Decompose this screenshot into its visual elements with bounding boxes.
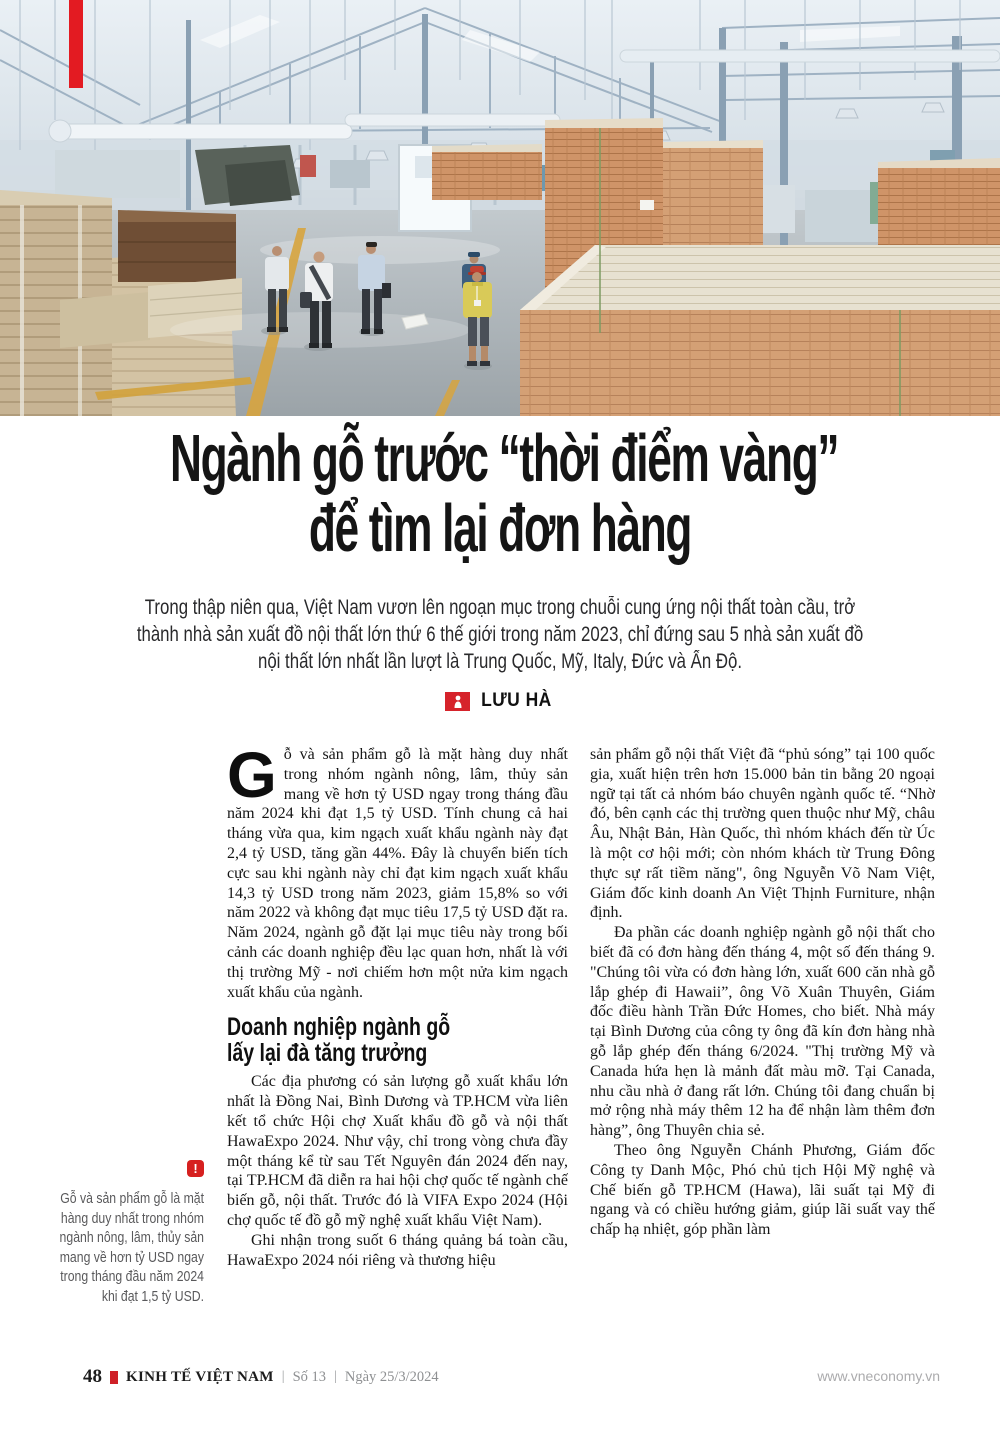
issue-date: Ngày 25/3/2024 <box>344 1368 439 1385</box>
website-url: www.vneconomy.vn <box>817 1368 940 1384</box>
magazine-name: KINH TẾ VIỆT NAM <box>126 1368 274 1385</box>
footer-separator: | <box>281 1369 285 1384</box>
pull-quote <box>52 1160 204 1306</box>
paragraph: Đa phần các doanh nghiệp ngành gỗ nội thất cho biết đã có đơn hàng đến tháng 4, một số đến tháng 9. "Chúng tôi vừa có đơn hàng lớn, xuất 600 căn nhà gỗ lắp ghép đi Hawaii”, ông Võ Xuân Thuyên, Giám đốc điều hành Trần Đức Homes, cho biết. Nhà máy tại Bình Dương của công ty ông đã kín đơn hàng nhà gỗ lắp ghép đến tháng 6/2024. "Thị trường Mỹ và Canada hứa hẹn là mảnh đất màu mỡ. Tại Canada, nhu cầu nhà ở đang rất lớn. Chúng tôi đang chuẩn bị mở rộng nhà máy thêm 12 ha để nhận làm thêm đơn hàng”, ông Thuyên chia sẻ. <box>590 924 935 1140</box>
article-lede <box>0 594 1000 675</box>
factory-photo <box>0 0 1000 416</box>
issue-number: Số 13 <box>292 1368 327 1385</box>
footer-left <box>83 1366 439 1388</box>
paragraph-text: ỗ và sản phẩm gỗ là mặt hàng duy nhất trong nhóm ngành nông, lâm, thủy sản mang về hơn tỷ USD ngay trong tháng đầu năm 2024 khi đạt 1,5 tỷ USD. Tính chung cả hai tháng vừa qua, kim ngạch xuất khẩu ngành này đạt 2,4 tỷ USD, tăng gần 44%. Đây là chuyển biến tích cực sau khi ngành này chỉ đạt kim ngạch xuất khẩu 14,3 tỷ USD trong năm 2023, giảm 15,8% so với năm 2022 và không đạt mục tiêu 17,5 tỷ USD đặt ra. Năm 2024, ngành gỗ đặt lại mục tiêu này trong bối cảnh các doanh nghiệp đều lạc quan hơn, nhất là với thị trường Mỹ - nơi chiếm hơn một nửa kim ngạch xuất khẩu của ngành. <box>227 746 568 1001</box>
footer-brand-square <box>110 1371 118 1384</box>
author-icon <box>445 692 470 711</box>
body-column-right <box>590 745 935 1345</box>
body-column-left <box>227 745 568 1345</box>
headline-line-1: Ngành gỗ trước “thời điểm vàng” <box>170 421 839 496</box>
page-footer <box>0 1366 1000 1394</box>
paragraph <box>227 745 568 1002</box>
paragraph: Các địa phương có sản lượng gỗ xuất khẩu lớn nhất là Đồng Nai, Bình Dương và TP.HCM vừa liên kết tổ chức Hội chợ Xuất khẩu đồ gỗ và nội thất HawaExpo 2024. Như vậy, chỉ trong vòng chưa đầy một tháng kể từ sau Tết Nguyên đán 2024 đến nay, tại TP.HCM đã diễn ra hai hội chợ quốc tế ngành chế biến gỗ, nội thất. Trước đó là VIFA Expo 2024 (Hội chợ quốc tế đồ gỗ mỹ nghệ xuất khẩu Việt Nam). <box>227 1073 568 1229</box>
paragraph: Ghi nhận trong suốt 6 tháng quảng bá toàn cầu, HawaExpo 2024 nói riêng và thương hiệu <box>227 1231 568 1269</box>
byline <box>0 690 1000 712</box>
section-subheading <box>227 1014 568 1066</box>
paragraph: sản phẩm gỗ nội thất Việt đã “phủ sóng” tại 100 quốc gia, xuất hiện trên hơn 15.000 bản tin bằng 20 ngoại ngữ tại tất cả nhóm báo chuyên ngành quốc tế. “Nhờ đó, bên cạnh các thị trường quen thuộc như Mỹ, châu Âu, Nhật Bản, Hàn Quốc, thì nhóm khách đến từ Úc là một cơ hội mới; còn nhóm khách từ Trung Đông thực sự rất tiềm năng", ông Nguyễn Võ Nam Việt, Giám đốc kinh doanh An Việt Thịnh Furniture, nhận định. <box>590 746 935 922</box>
paragraph: Theo ông Nguyễn Chánh Phương, Giám đốc Công ty Danh Mộc, Phó chủ tịch Hội Mỹ nghệ và Chế biến gỗ TP.HCM (Hawa), lãi suất tại Mỹ đi ngang và có chiều hướng giảm, giúp lãi suất vay thế chấp hạ nhiệt, góp phần làm <box>590 1141 935 1239</box>
headline-line-2: để tìm lại đơn hàng <box>308 491 692 566</box>
alert-icon: ! <box>187 1160 204 1177</box>
subheading-line-2: lấy lại đà tăng trưởng <box>227 1039 428 1068</box>
page-number: 48 <box>83 1366 102 1387</box>
article-headline <box>0 421 1000 566</box>
subheading-line-1: Doanh nghiệp ngành gỗ <box>227 1013 451 1042</box>
pull-quote-text: Gỗ và sản phẩm gỗ là mặt hàng duy nhất trong nhóm ngành nông, lâm, thủy sản mang về hơn tỷ USD ngay trong tháng đầu năm 2024 khi đạt 1,5 tỷ USD. <box>59 1190 205 1305</box>
drop-cap: G <box>227 745 277 811</box>
footer-separator: | <box>334 1369 337 1384</box>
red-accent-bar <box>69 0 83 88</box>
author-name: LƯU HÀ <box>481 690 552 711</box>
lede-line-3: nội thất lớn nhất lần lượt là Trung Quốc, Mỹ, Italy, Đức và Ấn Độ. <box>257 650 743 673</box>
lede-line-2: thành nhà sản xuất đồ nội thất lớn thứ 6 thế giới trong năm 2023, chỉ đứng sau 5 nhà sản xuất đồ <box>136 623 864 646</box>
lede-line-1: Trong thập niên qua, Việt Nam vươn lên ngoạn mục trong chuỗi cung ứng nội thất toàn cầu, trở <box>144 596 856 619</box>
